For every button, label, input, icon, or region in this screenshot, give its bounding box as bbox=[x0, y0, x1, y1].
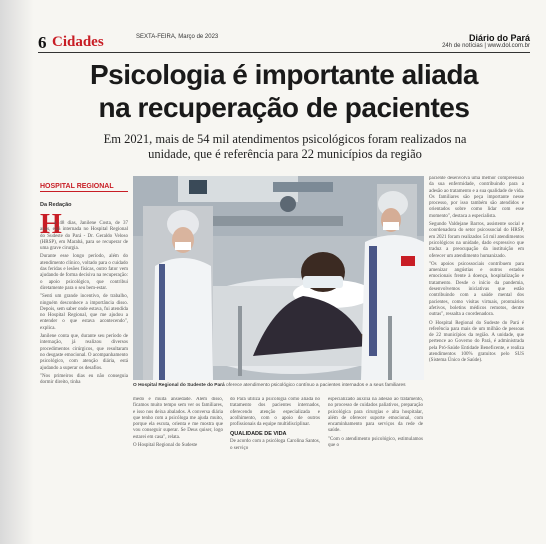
subtitle: Em 2021, mais de 54 mil atendimentos psicológicos foram realizados na unidade, que é referência para 22 municípios da região bbox=[103, 132, 467, 161]
headline bbox=[38, 58, 530, 124]
headline-line-2: na recuperação de pacientes bbox=[98, 92, 470, 123]
paragraph: De acordo com a psicóloga Carolina Santos, o serviço bbox=[230, 439, 320, 451]
paragraph: medo e muita ansiedade. Além disso, ficamos muito tempo sem ver os familiares, e isso nos deixa abalados. A conversa diária que tenho com a psicóloga me ajuda muito, porque ela escuta, orienta e me mostra que vou conseguir superar. Se Deus quiser, logo estarei em casa", relata. bbox=[133, 397, 223, 440]
section-title: Cidades bbox=[52, 34, 104, 50]
paragraph: Segundo Valdejane Barros, assistente social e coordenadora do setor psicossocial do HRSP, em 2021 foram realizados 54 mil atendimentos psicológicos na unidade, dado expressivo que traduz a preocupação da instituição em oferecer um atendimento humanizado. bbox=[429, 222, 524, 259]
article-column-1 bbox=[40, 209, 128, 531]
photo-caption bbox=[133, 383, 424, 389]
paragraph: O Hospital Regional do Sudeste do Pará é referência para mais de um milhão de pessoas de 22 municípios da região. A unidade, que pertence ao Governo do Pará, é administrada pela Pró-Saúde Entidade Beneficente, e realiza atendimentos 100% gratuitos pelo SUS (Sistema Único de Saúde). bbox=[429, 320, 524, 364]
paragraph: "Os apoios psicossociais contribuem para amenizar angústias e outros estados emocionais frente à doença, hospitalização e tratamento. Desde o início da pandemia, desenvolvemos iniciativas que estão contribuindo com a saúde mental dos pacientes, como visitas virtuais, prontuários afetivos, boletins médicos remotos, dentre outras", ressalta a coordenadora. bbox=[429, 261, 524, 318]
drop-cap: H bbox=[40, 209, 62, 240]
article-photo bbox=[133, 176, 424, 380]
hospital-room-photo bbox=[133, 176, 424, 380]
paragraph: á 48 dias, Janilene Costa, de 37 anos, está internada no Hospital Regional do Sudeste do Pará - Dr. Geraldo Veloso (HRSP), em Marabá, para se recuperar de uma grave cirurgia. bbox=[40, 221, 128, 252]
paragraph: "Senti um grande incentivo, de trabalho, ninguém desconhece a importância disso. Depois, sem saber onde estava, fui atendida no Hospital Regional, que me ajudou a entender o que estava acontecendo", explica. bbox=[40, 294, 128, 331]
article-column-2 bbox=[133, 397, 223, 531]
page-header bbox=[38, 33, 530, 51]
byline: Da Redação bbox=[40, 202, 72, 208]
paragraph: O Hospital Regional do Sudeste bbox=[133, 443, 198, 449]
caption-lead: O Hospital Regional do Sudeste do Pará bbox=[133, 383, 225, 388]
caption-text: oferece atendimento psicológico contínuo a pacientes internados e a seus familiares bbox=[226, 383, 406, 388]
headline-line-1: Psicologia é importante aliada bbox=[89, 59, 478, 90]
article-column-3 bbox=[230, 397, 320, 531]
newspaper-logo: Diário do Pará bbox=[468, 33, 530, 43]
paragraph: Durante esse longo período, além do atendimento clínico, voltado para o cuidado das feridas e lesões físicas, outro fator vem ajudando de forma decisiva na recuperação: o apoio psicológico, que contribui diretamente para o seu bem-estar. bbox=[40, 254, 128, 291]
page-fold-shadow bbox=[0, 0, 34, 544]
paragraph: do Pará utiliza a psicologia como aliada no tratamento dos pacientes internados, oferecendo atenção especializada e acolhimento, com o apoio de outros profissionais da equipe multidisciplinar. bbox=[230, 397, 320, 428]
kicker: HOSPITAL REGIONAL bbox=[40, 183, 128, 192]
paragraph: "Nos primeiros dias eu não conseguia dormir direito, tinha bbox=[40, 373, 128, 386]
subhead: QUALIDADE DE VIDA bbox=[230, 431, 287, 438]
article-column-4 bbox=[328, 397, 423, 531]
page-number: 6 bbox=[38, 33, 47, 52]
header-rule bbox=[38, 52, 530, 53]
article-column-5 bbox=[429, 176, 524, 531]
paragraph: paciente desenvolva uma melhor compreensão da sua enfermidade, contribuindo para a adesão ao tratamento e a sua qualidade de vida. Os familiares são peça importante nesse processo, por isso também são atendidos e orientados sobre como lidar com esse momento", destaca a especialista. bbox=[429, 176, 524, 219]
paragraph: especializado auxilia na adesão ao tratamento, no processo de cuidados paliativos, preparação psicológica para cirurgias e alta hospitalar, além de oferecer suporte emocional, com encaminhamento para serviços da rede de saúde. bbox=[328, 397, 423, 434]
paragraph: "Com o atendimento psicológico, estimulamos que o bbox=[328, 436, 423, 449]
header-date: SEXTA-FEIRA, Março de 2023 bbox=[136, 34, 219, 40]
paragraph: Janilene conta que, durante seu período de internação, já realizou diversos procedimentos cirúrgicos, que resultaram no desgaste emocional. O acompanhamento psicológico, com atenção diária, está ajudando a superar os desafios. bbox=[40, 334, 128, 371]
newspaper-tagline: 24h de notícias | www.dol.com.br bbox=[442, 43, 530, 49]
